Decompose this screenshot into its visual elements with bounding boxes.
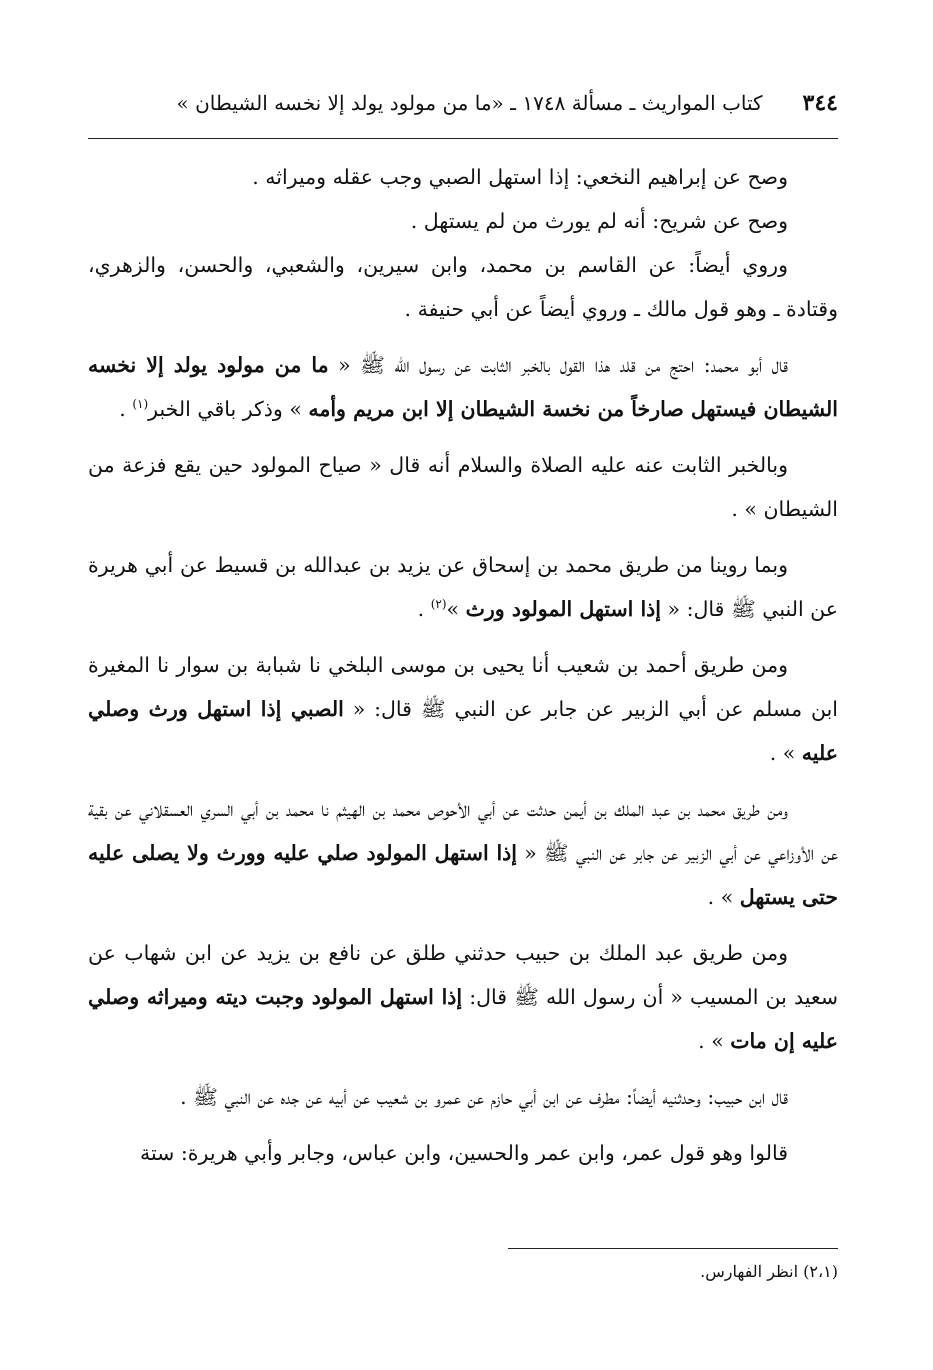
page-number: ٣٤٤ [802,90,838,116]
paragraph-9 [88,931,838,1063]
paragraph-9-tail: » . [698,1029,731,1053]
hadith-text-3: الصبي إذا استهل ورث وصلي عليه [88,697,838,765]
paragraph-6-end: . [417,597,431,621]
paragraph-2: وصح عن شريح: أنه لم يورث من لم يستهل . [410,209,788,233]
page-header [88,82,838,124]
header-rule [88,138,838,139]
paragraph-7-intro: ومن طريق أحمد بن شعيب أنا يحيى بن موسى البلخي نا شبابة بن سوار نا المغيرة ابن مسلم عن أبي الزبير عن جابر عن النبي ﷺ قال: « [88,653,838,721]
page-body [88,155,838,1175]
paragraph-4 [88,343,838,431]
paragraph-7 [88,643,838,775]
hadith-text-2: إذا استهل المولود ورث [465,597,662,621]
footnote-rule [508,1248,838,1249]
paragraph-10: قال ابن حبيب: وحدثنيه أيضاً: مطرف عن ابن أبي حازم عن عمرو بن شعيب عن أبيه عن جده عن النبي ﷺ . [180,1085,788,1109]
paragraph-5: وبالخبر الثابت عنه عليه الصلاة والسلام أنه قال « صياح المولود حين يقع فزعة من الشيطان » . [88,453,838,521]
hadith-text-1: ما من مولود يولد إلا نخسه الشيطان فيستهل صارخاً من نخسة الشيطان إلا ابن مريم وأمه [88,353,838,421]
footnote-ref-1[interactable]: (١) [132,397,149,412]
paragraph-4-tail: » وذكر باقي الخبر [148,397,309,421]
hadith-text-5: إذا استهل المولود وجبت ديته وميراثه وصلي عليه إن مات [88,985,838,1053]
paragraph-6-tail: » [446,597,466,621]
paragraph-8-tail: » . [707,885,740,909]
paragraph-4-intro: قال أبو محمد: احتج من قلد هذا القول بالخبر الثابت عن رسول الله ﷺ « [328,353,788,377]
hadith-text-4: إذا استهل المولود صلي عليه وورث ولا يصلى عليه حتى يستهل [88,841,838,909]
paragraph-1: وصح عن إبراهيم النخعي: إذا استهل الصبي وجب عقله وميراثه . [252,165,788,189]
paragraph-6-intro: وبما روينا من طريق محمد بن إسحاق عن يزيد بن عبدالله بن قسيط عن أبي هريرة عن النبي ﷺ قال: « [88,553,838,621]
paragraph-6 [88,543,838,631]
paragraph-8-intro: ومن طريق محمد بن عبد الملك بن أيمن حدثت عن أبي الأحوص محمد بن الهيثم نا محمد بن أبي السري العسقلاني عن بقية عن الأوزاعي عن أبي الزبير عن جابر عن النبي ﷺ « [88,797,838,865]
footnote-ref-2[interactable]: (٢) [430,597,447,612]
paragraph-7-tail: » . [769,741,802,765]
paragraph-9-intro: ومن طريق عبد الملك بن حبيب حدثني طلق عن نافع بن يزيد عن ابن شهاب عن سعيد بن المسيب « أن رسول الله ﷺ قال: [88,941,838,1009]
running-title: كتاب المواريث ـ مسألة ١٧٤٨ ـ «ما من مولود يولد إلا نخسه الشيطان » [176,91,763,115]
paragraph-4-end: . [119,397,133,421]
footnote: (٢،١) انظر الفهارس. [700,1262,838,1281]
paragraph-11: قالوا وهو قول عمر، وابن عمر والحسين، وابن عباس، وجابر وأبي هريرة: ستة [139,1141,788,1165]
paragraph-3: وروي أيضاً: عن القاسم بن محمد، وابن سيرين، والشعبي، والحسن، والزهري، وقتادة ـ وهو قول مالك ـ وروي أيضاً عن أبي حنيفة . [88,253,838,321]
paragraph-8 [88,787,838,919]
